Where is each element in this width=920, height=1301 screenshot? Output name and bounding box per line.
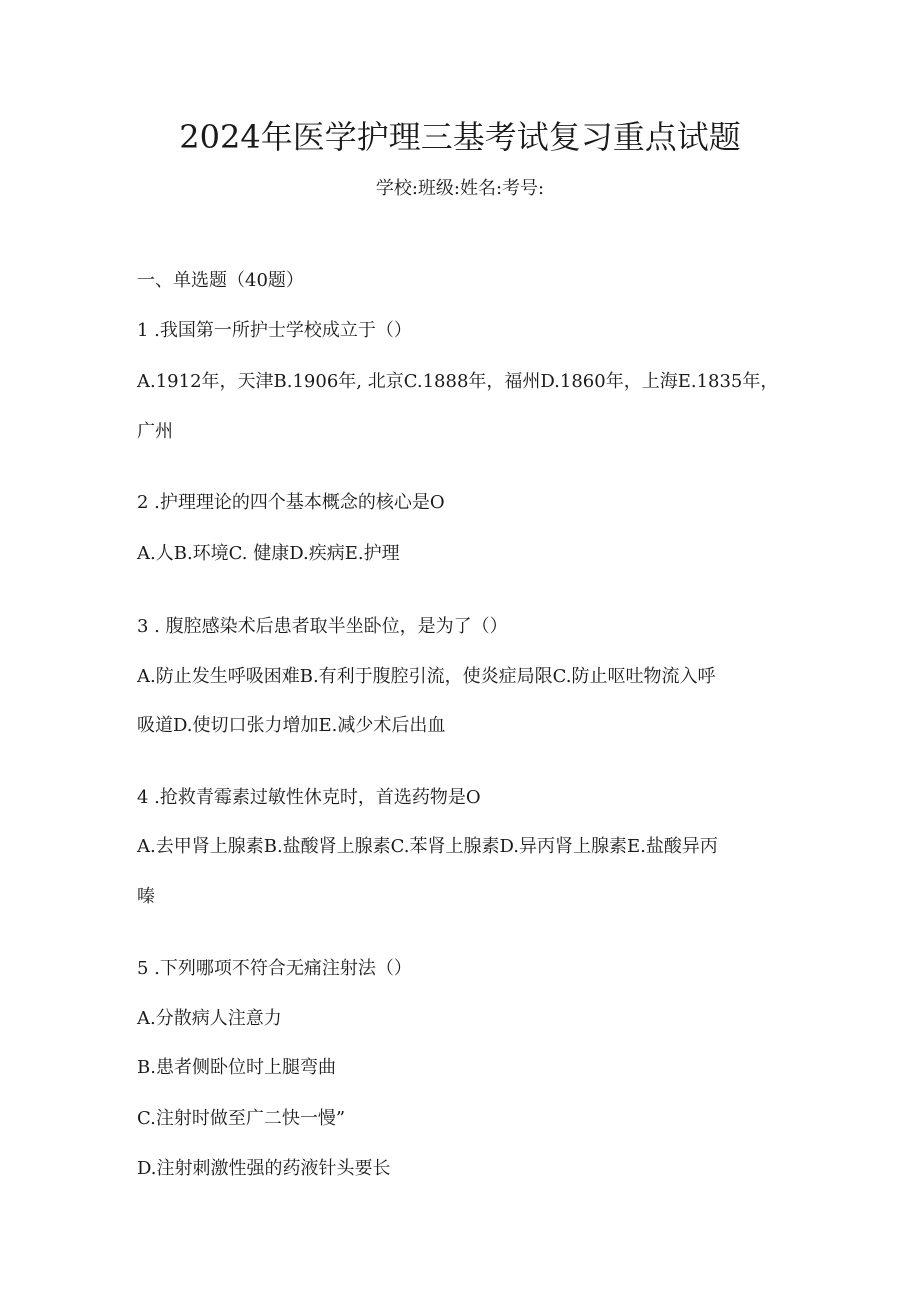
question-3-options-line-1: A.防止发生呼吸困难B.有利于腹腔引流，使炎症局限C.防止呕吐物流入呼 bbox=[137, 666, 716, 687]
question-5-option-d: D.注射刺激性强的药液针头要长 bbox=[137, 1158, 391, 1179]
question-5-option-c: C.注射时做至广二快一慢” bbox=[137, 1108, 346, 1129]
document-title: 2024年医学护理三基考试复习重点试题 bbox=[179, 118, 741, 156]
section-heading: 一、单选题（40题） bbox=[137, 270, 304, 291]
question-5-option-b: B.患者侧卧位时上腿弯曲 bbox=[137, 1057, 336, 1078]
question-4-options-line-2: 嗪 bbox=[137, 886, 155, 907]
question-1-options-line-2: 广州 bbox=[137, 421, 173, 442]
question-5-stem: 5 .下列哪项不符合无痛注射法（） bbox=[137, 958, 412, 979]
question-4-options-line-1: A.去甲肾上腺素B.盐酸肾上腺素C.苯肾上腺素D.异丙肾上腺素E.盐酸异丙 bbox=[137, 836, 718, 857]
question-1-options-line-1: A.1912年，天津B.1906年, 北京C.1888年，福州D.1860年，上海E.1835年， bbox=[137, 371, 779, 392]
question-3-options-line-2: 吸道D.使切口张力增加E.减少术后出血 bbox=[137, 715, 446, 736]
question-2-options-line-1: A.人B.环境C. 健康D.疾病E.护理 bbox=[137, 543, 400, 564]
question-1-stem: 1 .我国第一所护士学校成立于（） bbox=[137, 320, 412, 341]
question-4-stem: 4 .抢救青霉素过敏性休克时，首选药物是O bbox=[137, 787, 481, 808]
question-5-option-a: A.分散病人注意力 bbox=[137, 1008, 282, 1029]
question-2-stem: 2 .护理理论的四个基本概念的核心是O bbox=[137, 492, 445, 513]
question-3-stem: 3 . 腹腔感染术后患者取半坐卧位，是为了（） bbox=[137, 616, 508, 637]
student-info-line: 学校:班级:姓名:考号: bbox=[375, 178, 545, 199]
